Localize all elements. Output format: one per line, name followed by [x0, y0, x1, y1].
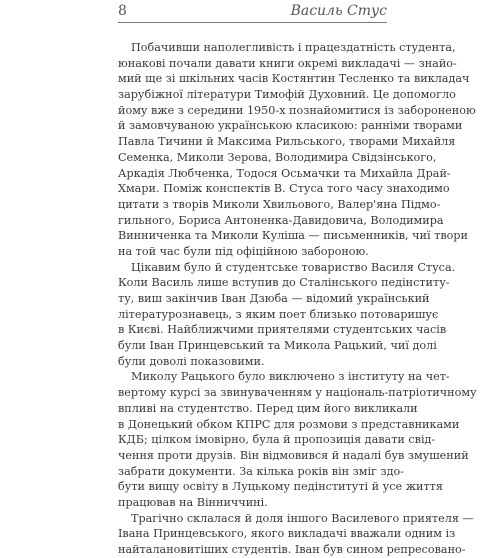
text-line: КДБ; цілком імовірно, була й пропозиція давати свід- [118, 433, 436, 447]
text-line: мий ще зі шкільних часів Костянтин Тесленко та викладач [118, 72, 470, 86]
page-number: 8 [118, 3, 127, 19]
text-line: вертому курсі за звинуваченням у національ-патріотичному [118, 386, 477, 400]
text-line: Побачивши наполегливість і працездатність студента, [131, 41, 456, 54]
text-line: літературознавець, з яким поет близько потоваришує [118, 307, 439, 321]
text-line: були доволі показовими. [118, 354, 265, 368]
text-line: забрати документи. За кілька років він зміг здо- [118, 464, 404, 478]
text-line: в Донецький обком КПРС для розмови з представниками [118, 417, 460, 431]
text-line: Хмари. Поміж конспектів В. Стуса того часу знаходимо [118, 182, 450, 196]
page-header [118, 3, 387, 25]
header-rule [118, 22, 387, 23]
text-line: Коли Василь лише вступив до Сталінського педінститу- [118, 276, 450, 290]
text-line: цитати з творів Миколи Хвильового, Валер'яна Підмо- [118, 197, 441, 211]
text-line: були Іван Принцевський та Микола Рацький, чиї долі [118, 339, 437, 353]
running-title: Василь Стус [290, 3, 387, 19]
text-line: Аркадія Любченка, Тодося Осьмачки та Михайла Драй- [118, 166, 451, 180]
text-line: бути вищу освіту в Луцькому педінституті й усе життя [118, 480, 443, 494]
text-line: Винниченка та Миколи Куліша — письменників, чиї твори [118, 229, 468, 243]
paragraph [118, 260, 456, 370]
text-line: на той час були під офіційною забороною. [118, 244, 369, 258]
body-text [118, 40, 477, 558]
text-line: Павла Тичини й Максима Рильського, творами Михайля [118, 135, 456, 149]
text-line: Миколу Рацького було виключено з інституту на чет- [131, 370, 450, 384]
text-line: найталановитіших студентів. Іван був сином репресовано- [118, 543, 466, 556]
text-line: Цікавим було й студентське товариство Василя Стуса. [131, 260, 456, 274]
text-line: впливі на студентство. Перед цим його викликали [118, 401, 418, 415]
text-line: в Києві. Найближчими приятелями студентських часів [118, 323, 447, 337]
text-line: ту, виш закінчив Іван Дзюба — відомий український [118, 292, 430, 305]
paragraph [118, 369, 477, 510]
text-line: йому вже з середини 1950-х познайомитися із забороненою [118, 103, 476, 117]
text-line: й замовчуваною українською класикою: ранніми творами [118, 119, 463, 133]
paragraph [118, 511, 474, 558]
text-line: Семенка, Миколи Зерова, Володимира Свідзінського, [118, 150, 437, 164]
text-line: зарубіжної літератури Тимофій Духовний. Це допомогло [118, 88, 456, 102]
text-line: Івана Принцевського, якого викладачі вважали одним із [118, 527, 456, 541]
text-line: Трагічно склалася й доля іншого Василевого приятеля — [131, 511, 474, 525]
text-line: гильного, Бориса Антоненка-Давидовича, Володимира [118, 213, 444, 227]
text-line: чення проти друзів. Він відмовився й надалі був змушений [118, 448, 469, 462]
text-line: юнакові почали давати книги окремі викладачі — знайо- [118, 56, 457, 70]
paragraph [118, 40, 476, 260]
text-line: працював на Вінниччині. [118, 495, 268, 509]
